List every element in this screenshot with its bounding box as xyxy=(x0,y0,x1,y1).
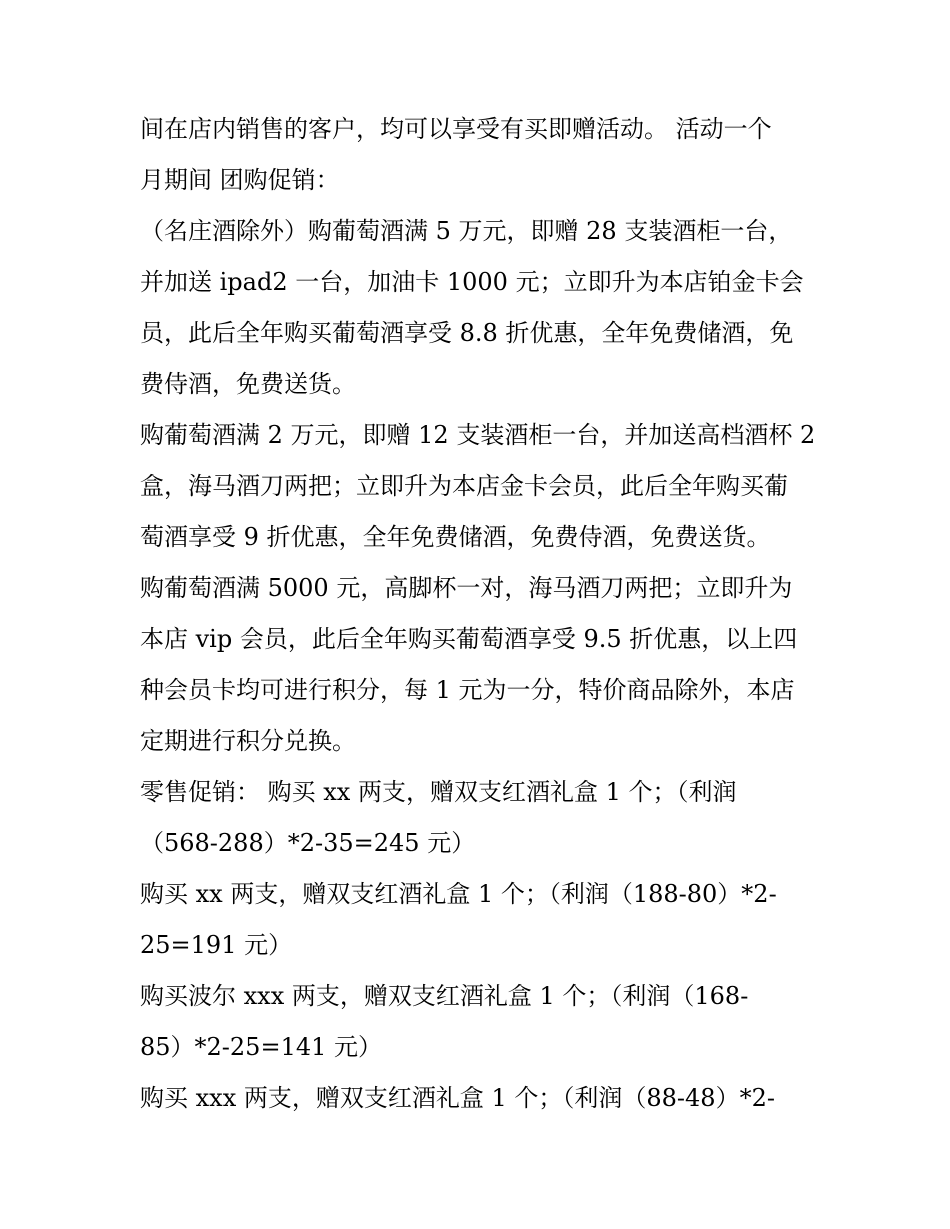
text-line: 购葡萄酒满 5000 元，高脚杯一对，海马酒刀两把；立即升为 xyxy=(140,574,793,602)
text-line: 本店 vip 会员，此后全年购买葡萄酒享受 9.5 折优惠，以上四 xyxy=(140,625,798,653)
text-line: 萄酒享受 9 折优惠，全年免费储酒，免费侍酒，免费送货。 xyxy=(140,523,771,551)
text-line: 定期进行积分兑换。 xyxy=(140,727,356,755)
text-line: 购买 xxx 两支，赠双支红酒礼盒 1 个；（利润（88-48）*2- xyxy=(140,1084,775,1112)
text-line: 间在店内销售的客户，均可以享受有买即赠活动。 活动一个 xyxy=(140,115,772,143)
text-line: 并加送 ipad2 一台，加油卡 1000 元；立即升为本店铂金卡会 xyxy=(140,268,804,296)
text-line: 购买 xx 两支，赠双支红酒礼盒 1 个；（利润（188-80）*2- xyxy=(140,880,777,908)
text-line: 购葡萄酒满 2 万元，即赠 12 支装酒柜一台，并加送高档酒杯 2 xyxy=(140,421,816,449)
text-line: 25=191 元） xyxy=(140,931,293,959)
text-line: （名庄酒除外）购葡萄酒满 5 万元，即赠 28 支装酒柜一台， xyxy=(140,217,793,245)
text-line: 种会员卡均可进行积分，每 1 元为一分，特价商品除外，本店 xyxy=(140,676,795,704)
text-line: 费侍酒，免费送货。 xyxy=(140,370,356,398)
text-line: 购买波尔 xxx 两支，赠双支红酒礼盒 1 个；（利润（168- xyxy=(140,982,749,1010)
text-line: （568-288）*2-35=245 元） xyxy=(140,829,476,857)
text-line: 员，此后全年购买葡萄酒享受 8.8 折优惠，全年免费储酒，免 xyxy=(140,319,794,347)
text-line: 零售促销： 购买 xx 两支，赠双支红酒礼盒 1 个；（利润 xyxy=(140,778,737,806)
text-line: 月期间 团购促销： xyxy=(140,166,340,194)
text-line: 盒，海马酒刀两把；立即升为本店金卡会员，此后全年购买葡 xyxy=(140,472,788,500)
text-line: 85）*2-25=141 元） xyxy=(140,1033,383,1061)
